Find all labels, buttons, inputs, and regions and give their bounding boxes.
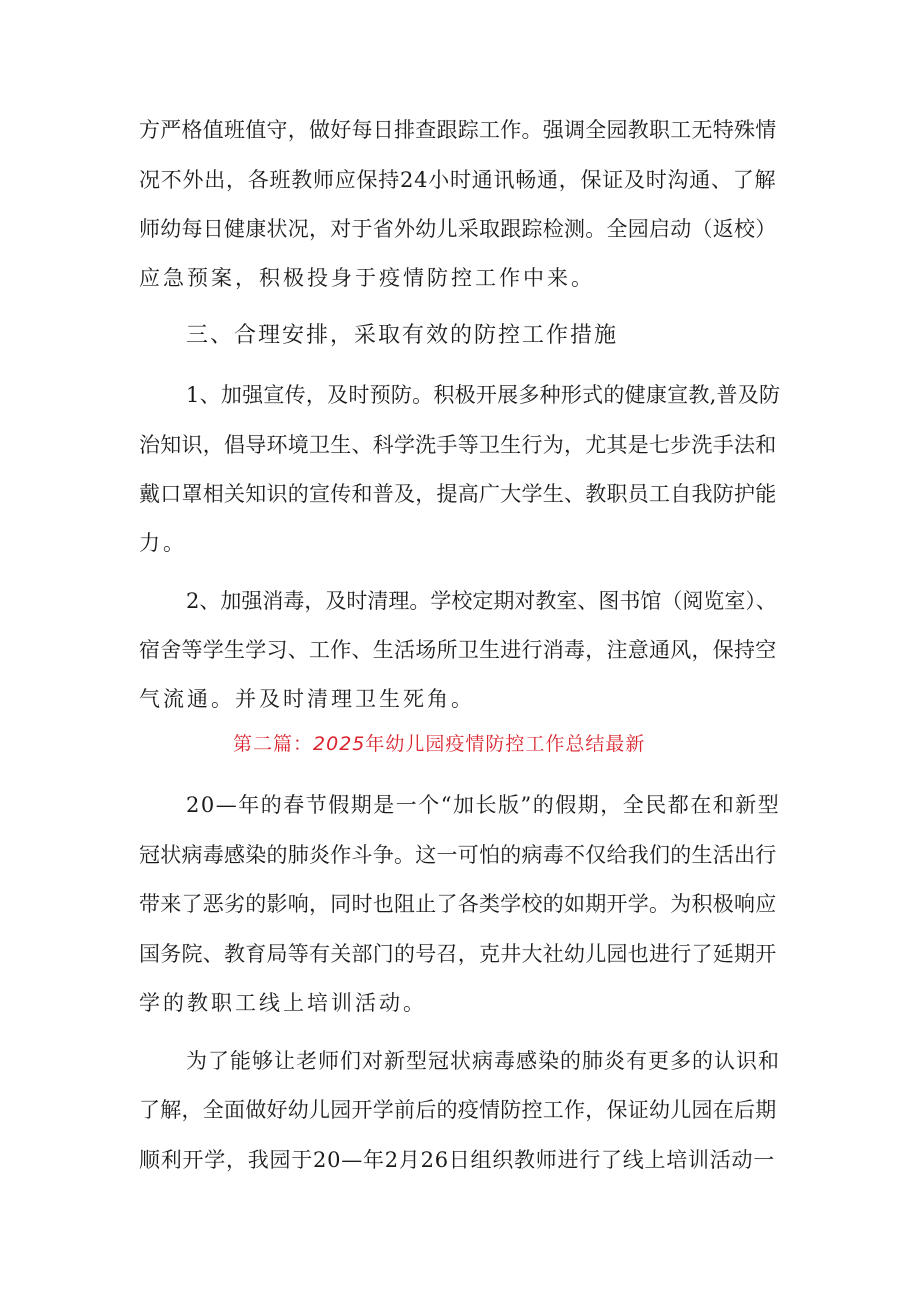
part-2-title <box>233 729 645 759</box>
item-1-line-4: 力。 <box>139 531 187 555</box>
paragraph-3-line-2: 了解，全面做好幼儿园开学前后的疫情防控工作，保证幼儿园在后期 <box>139 1098 777 1122</box>
paragraph-1-line-1: 方严格值班值守，做好每日排查跟踪工作。强调全园教职工无特殊情 <box>139 118 777 142</box>
item-2-line-2: 宿舍等学生学习、工作、生活场所卫生进行消毒，注意通风，保持空 <box>139 638 777 662</box>
part-2-title-year: 2025 <box>313 733 366 755</box>
paragraph-2-line-3: 带来了恶劣的影响，同时也阻止了各类学校的如期开学。为积极响应 <box>139 892 777 916</box>
part-2-title-prefix: 第二篇： <box>233 733 314 755</box>
item-2-line-3: 气流通。并及时清理卫生死角。 <box>139 687 475 711</box>
item-1-line-2: 治知识，倡导环境卫生、科学洗手等卫生行为，尤其是七步洗手法和 <box>139 433 777 457</box>
item-1-line-1: 1、加强宣传，及时预防。积极开展多种形式的健康宣教,普及防 <box>186 383 781 407</box>
section-3-heading: 三、合理安排，采取有效的防控工作措施 <box>186 323 619 348</box>
paragraph-1-line-2: 况不外出，各班教师应保持24小时通讯畅通，保证及时沟通、了解 <box>139 168 777 192</box>
paragraph-1-line-3: 师幼每日健康状况，对于省外幼儿采取跟踪检测。全园启动（返校） <box>139 217 777 241</box>
item-1-line-3: 戴口罩相关知识的宣传和普及，提高广大学生、教职员工自我防护能 <box>139 482 777 506</box>
paragraph-2-line-5: 学的教职工线上培训活动。 <box>139 991 427 1015</box>
paragraph-2-line-2: 冠状病毒感染的肺炎作斗争。这一可怕的病毒不仅给我们的生活出行 <box>139 843 777 867</box>
paragraph-3-line-1: 为了能够让老师们对新型冠状病毒感染的肺炎有更多的认识和 <box>186 1049 780 1073</box>
paragraph-2-line-1: 20—年的春节假期是一个“加长版”的假期，全民都在和新型 <box>186 793 781 817</box>
paragraph-1-line-4: 应急预案，积极投身于疫情防控工作中来。 <box>139 266 595 290</box>
paragraph-3-line-3: 顺利开学，我园于20—年2月26日组织教师进行了线上培训活动一 <box>139 1148 776 1172</box>
item-2-line-1: 2、加强消毒，及时清理。学校定期对教室、图书馆（阅览室）、 <box>186 589 777 613</box>
part-2-title-rest: 年幼儿园疫情防控工作总结最新 <box>365 733 646 755</box>
paragraph-2-line-4: 国务院、教育局等有关部门的号召，克井大社幼儿园也进行了延期开 <box>139 942 777 966</box>
